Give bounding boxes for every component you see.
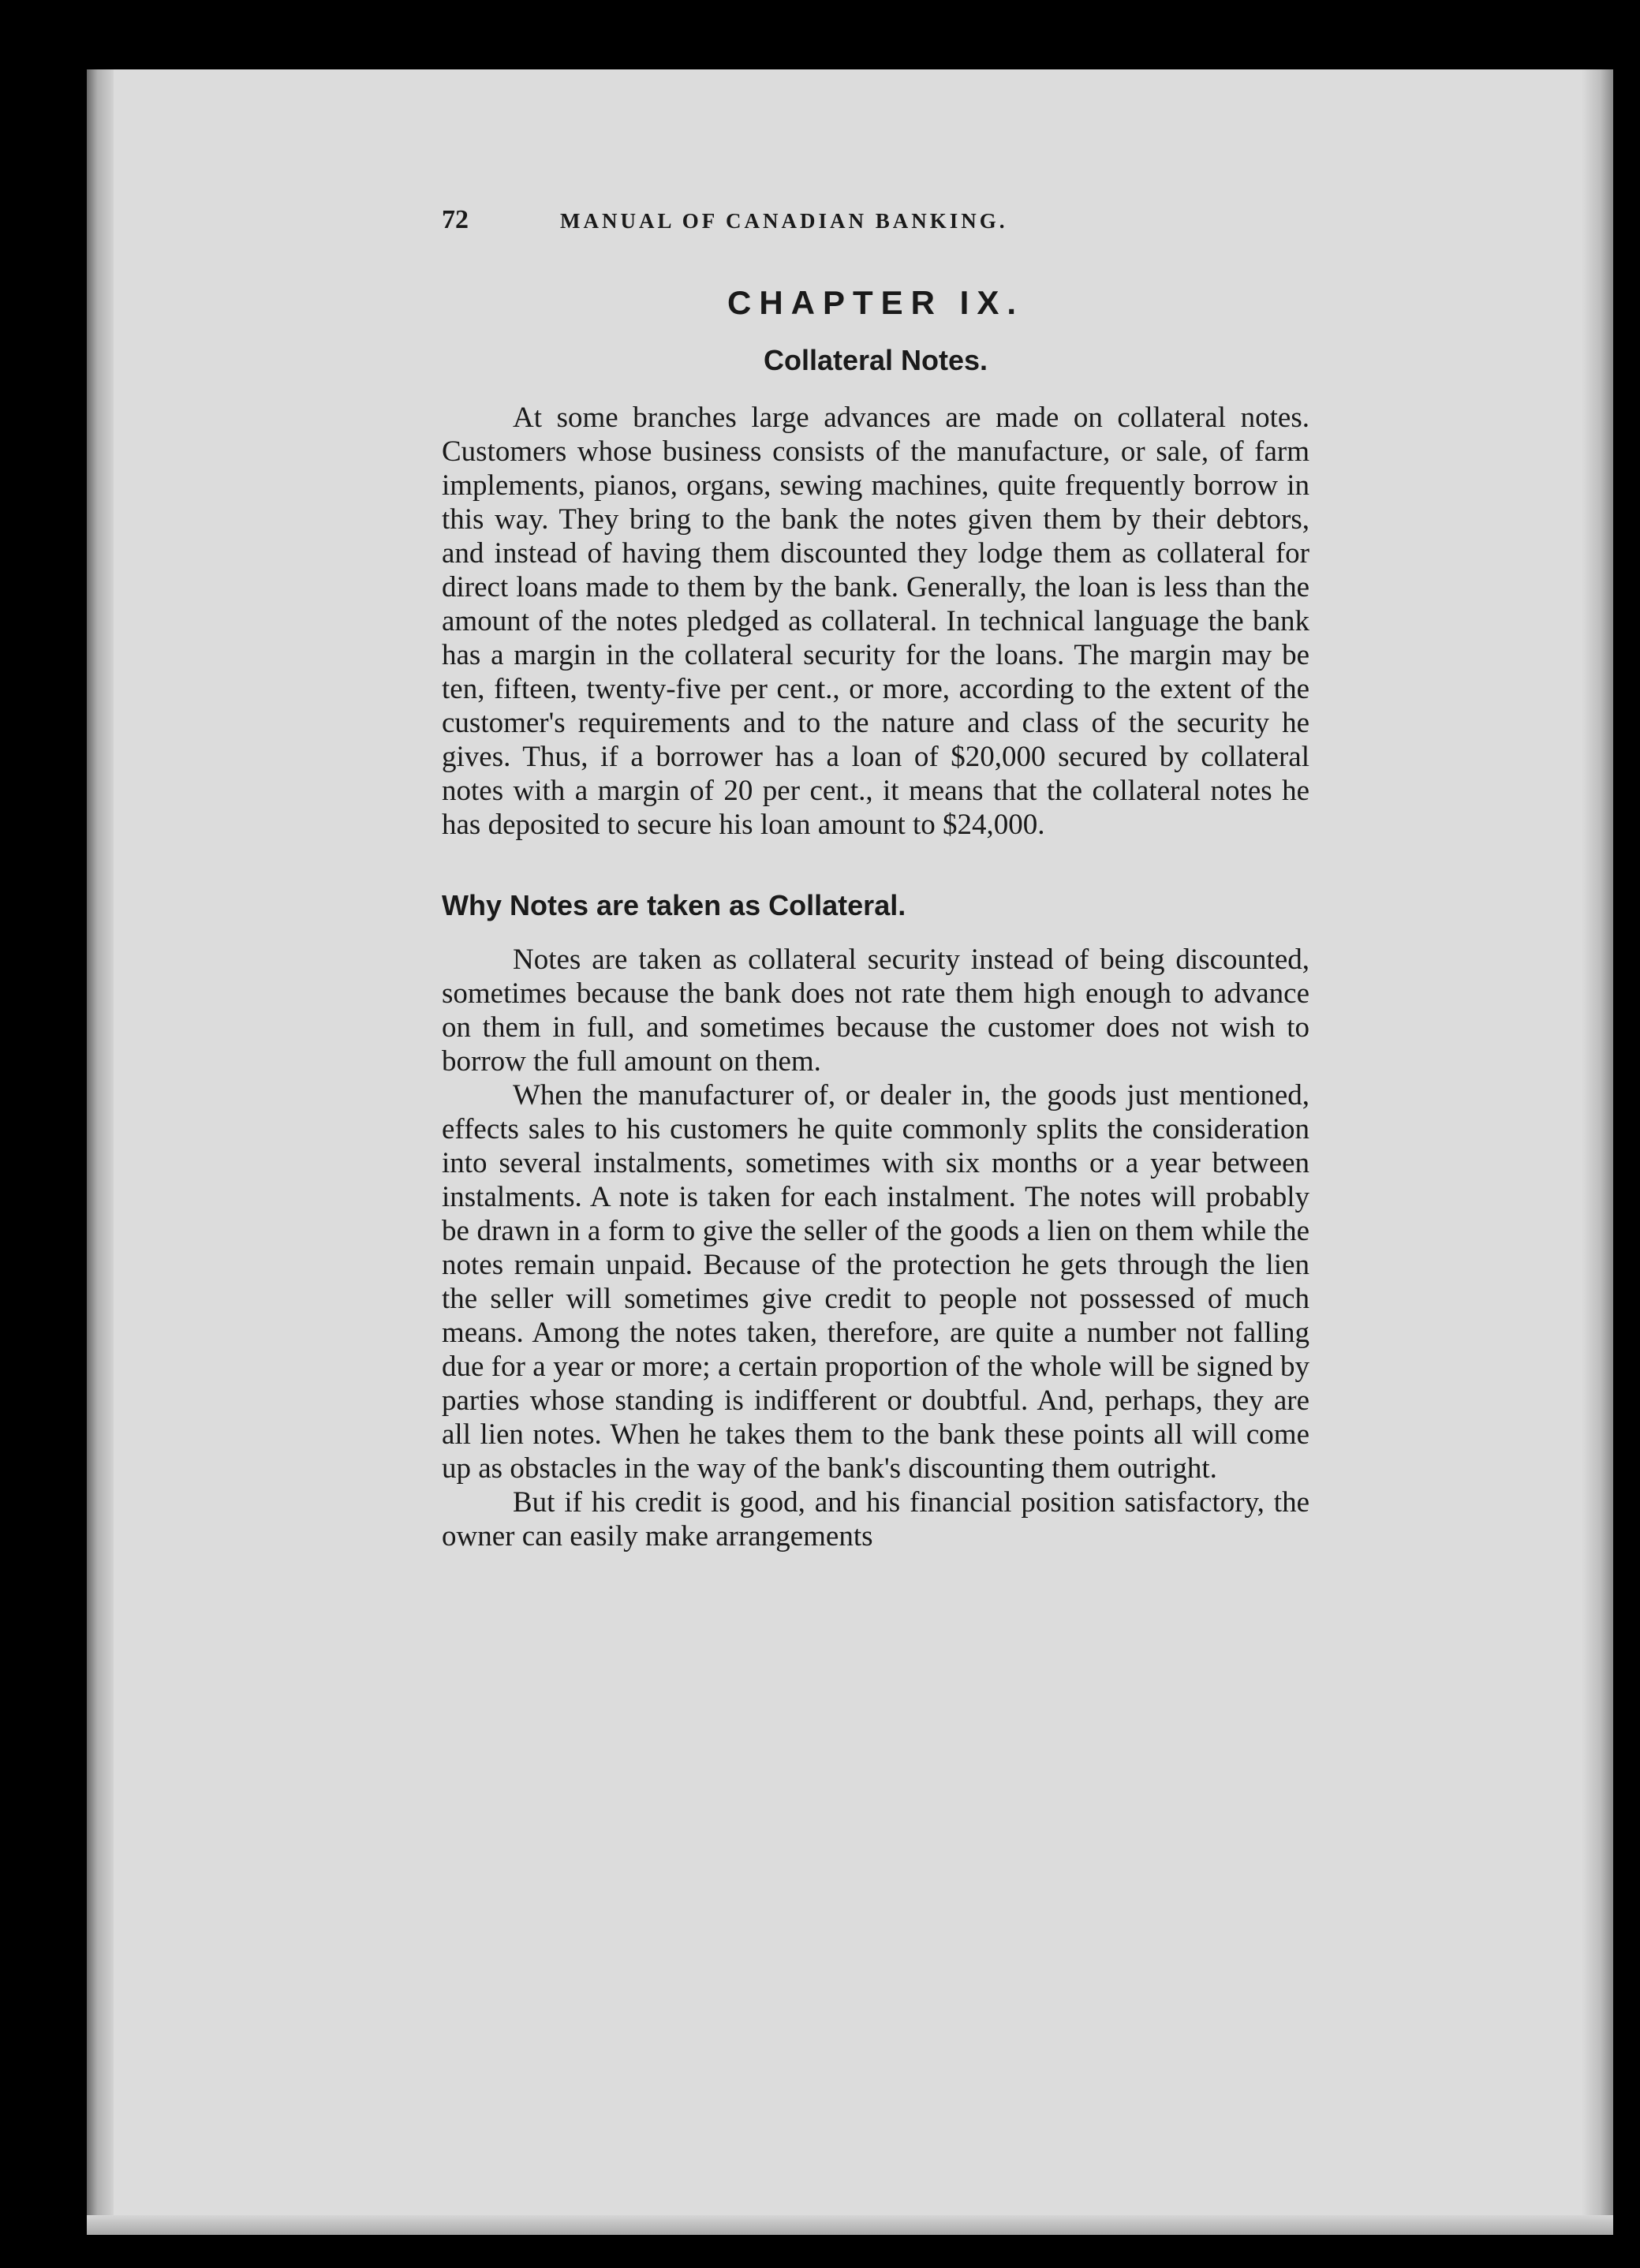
paragraph: At some branches large advances are made on collateral notes. Customers whose business consists of the manufacture, or sale, of farm implements, pianos, organs, sewing machines, quite frequently borrow in this way. They bring to the bank the notes given them by their debtors, and instead of having them discounted they lodge them as collateral for direct loans made to them by the bank. Generally, the loan is less than the amount of the notes pledged as collateral. In technical language the bank has a margin in the collateral security for the loans. The margin may be ten, fifteen, twenty-five per cent., or more, according to the extent of the customer's requirements and to the nature and class of the security he gives. Thus, if a borrower has a loan of $20,000 secured by collateral notes with a margin of 20 per cent., it means that the collateral notes he has deposited to secure his loan amount to $24,000. — [442, 402, 1309, 841]
page-number: 72 — [442, 205, 469, 234]
paragraph: Notes are taken as collateral security instead of being discounted, sometimes because the bank does not rate them high enough to advance on them in full, and sometimes because the customer does not wish to borrow the full amount on them. — [442, 943, 1309, 1078]
section-heading: Why Notes are taken as Collateral. — [442, 889, 906, 921]
running-head — [442, 205, 1309, 252]
paragraph: When the manufacturer of, or dealer in, the goods just mentioned, effects sales to his customers he quite commonly splits the consideration into several instalments, sometimes with six months or a year between instalments. A note is taken for each instalment. The notes will probably be drawn in a form to give the seller of the goods a lien on them while the notes remain unpaid. Because of the protection he gets through the lien the seller will sometimes give credit to people not possessed of much means. Among the notes taken, therefore, are quite a number not falling due for a year or more; a certain proportion of the whole will be signed by parties whose standing is indifferent or doubtful. And, perhaps, they are all lien notes. When he takes them to the bank these points all will come up as obstacles in the way of the bank's discounting them outright. — [442, 1079, 1309, 1485]
page-edge-right — [1582, 69, 1613, 2235]
chapter-title: CHAPTER IX. — [727, 284, 1025, 321]
running-head-title: MANUAL OF CANADIAN BANKING. — [560, 209, 1008, 233]
paragraph: But if his credit is good, and his financial position satisfactory, the owner can easily make arrangements — [442, 1486, 1309, 1552]
page-edge-left — [87, 69, 114, 2235]
chapter-subtitle: Collateral Notes. — [763, 344, 988, 376]
text-block — [442, 205, 1309, 1553]
page-edge-bottom — [87, 2215, 1613, 2235]
